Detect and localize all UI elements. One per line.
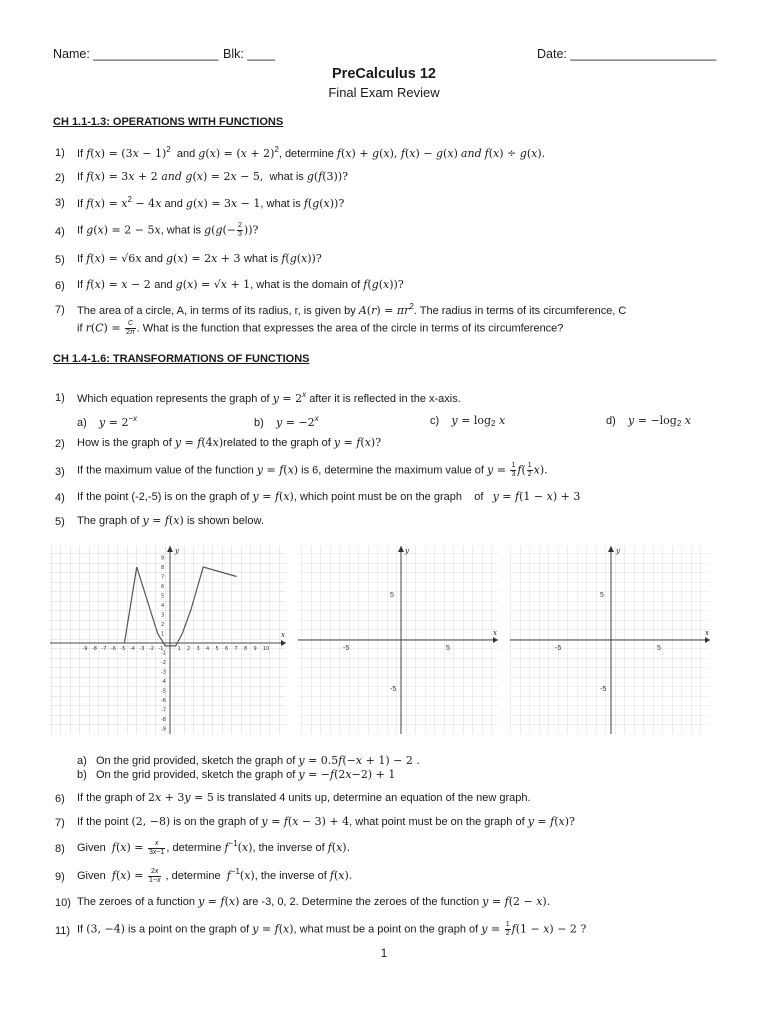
tick-label: 2 <box>161 622 165 628</box>
tick-label: 7 <box>161 574 165 581</box>
question-number: 7) <box>55 817 65 829</box>
question-text: If f(x) = 3x + 2 and g(x) = 2x − 5, what is g(f(3))? <box>77 170 349 183</box>
page-title: PreCalculus 12 <box>332 66 436 82</box>
axis-x-label: x <box>705 629 709 637</box>
tick-label: -3 <box>139 646 145 652</box>
date-field-label: Date: _____________________ <box>537 47 717 61</box>
question-text-line2: if r(C) = $\frac{C}{2\pi}$ . What is the function that expresses the area of the circle in terms of its circumference? <box>77 320 564 336</box>
tick-label: -4 <box>130 646 135 652</box>
tick-label: -5 <box>161 688 166 695</box>
tick-label: 9 <box>253 646 257 652</box>
tick-label: 8 <box>161 565 165 571</box>
question-text: If g(x) = 2 − 5x, what is g(g(− $\frac{2}{3}$ ))? <box>77 222 259 238</box>
tick-label: -2 <box>161 660 166 666</box>
tick-label: 5 <box>446 645 450 652</box>
question-number: 8) <box>55 843 65 855</box>
tick-label: -9 <box>82 646 88 652</box>
tick-label: 1 <box>161 631 165 638</box>
question-number: 2) <box>55 438 65 450</box>
tick-label: 5 <box>600 592 604 599</box>
graphs-figure <box>45 544 725 740</box>
tick-label: -5 <box>555 645 562 652</box>
tick-label: -8 <box>161 717 166 723</box>
tick-label: -2 <box>149 646 154 652</box>
question-text: If the point (2, −8) is on the graph of y = f(x − 3) + 4, what point must be on the graph of y = f(x)? <box>77 815 575 828</box>
tick-label: 3 <box>161 612 165 619</box>
axis-y-label: y <box>405 547 409 555</box>
axis-x-label: x <box>281 631 285 639</box>
tick-label: -5 <box>390 686 397 693</box>
question-text: If the point (-2,-5) is on the graph of y = f(x), which point must be on the graph of y = f(1 − x) + 3 <box>77 490 581 503</box>
tick-label: 4 <box>206 646 210 652</box>
tick-label: 5 <box>161 593 165 600</box>
graph-grid-a <box>298 546 498 734</box>
question-number: 9) <box>55 871 65 883</box>
axis-x-label: x <box>493 629 497 637</box>
tick-label: 5 <box>215 646 219 652</box>
question-number: 6) <box>55 280 65 292</box>
tick-label: 1 <box>177 646 181 652</box>
option-a: a) $y = 2^{-x}$ <box>77 414 138 429</box>
tick-label: -3 <box>161 669 166 676</box>
question-number: 3) <box>55 197 65 209</box>
section-heading-transformations: CH 1.4-1.6: TRANSFORMATIONS OF FUNCTIONS <box>53 353 310 365</box>
question-number: 4) <box>55 492 65 504</box>
question-text: How is the graph of y = f(4x)related to the graph of y = f(x)? <box>77 436 382 449</box>
tick-label: -5 <box>120 646 126 652</box>
graph-original <box>50 546 286 734</box>
question-number: 6) <box>55 793 65 805</box>
question-text: If f(x) = x − 2 and g(x) = √x + 1, what is the domain of f(g(x))? <box>77 278 404 291</box>
option-d: d) $y = -\log_2$ x <box>606 414 691 428</box>
graph-grid-b <box>510 546 710 734</box>
tick-label: -5 <box>343 645 350 652</box>
question-number: 11) <box>55 925 71 937</box>
question-text: If $f(x) = x^2 - 4x$ and g(x) = 3x − 1, what is f(g(x))? <box>77 195 345 210</box>
tick-label: 6 <box>161 584 165 590</box>
axis-y-label: y <box>616 547 620 555</box>
tick-label: -4 <box>161 679 166 685</box>
option-c: c) $y = \log_2 x$ <box>430 414 506 428</box>
question-text: The area of a circle, A, in terms of its radius, r, is given by $A(r) = \pi r^2$. The radius in terms of its circumference, C <box>77 302 627 317</box>
question-text: If f(x) = √6x and g(x) = 2x + 3 what is f(g(x))? <box>77 252 322 265</box>
question-number: 1) <box>55 392 65 404</box>
subquestion-a: a) On the grid provided, sketch the graph of y = 0.5f(−x + 1) − 2 . <box>77 754 420 767</box>
question-text: Which equation represents the graph of $y = 2^x$ after it is reflected in the x-axis. <box>77 390 461 405</box>
question-number: 10) <box>55 897 71 909</box>
tick-label: -7 <box>101 646 107 652</box>
subquestion-b: b) On the grid provided, sketch the graph of y = −f(2x−2) + 1 <box>77 768 396 781</box>
question-text: Given f(x) = $\frac{2x}{1-x}$ , determine $f^{-1}(x)$, the inverse of f(x). <box>77 867 353 884</box>
question-text: If (3, −4) is a point on the graph of y = f(x), what must be a point on the graph of y = $\frac{1}{2}$ f(1 − x) − 2 ? <box>77 921 587 937</box>
page-number: 1 <box>380 946 388 960</box>
tick-label: -6 <box>161 698 166 704</box>
tick-label: -7 <box>161 707 166 714</box>
tick-label: -6 <box>111 646 116 652</box>
question-number: 1) <box>55 147 65 159</box>
tick-label: 2 <box>187 646 191 652</box>
axis-y-label: y <box>175 547 179 555</box>
question-text: The zeroes of a function y = f(x) are -3, 0, 2. Determine the zeroes of the function y = f(2 − x). <box>77 895 551 908</box>
option-b: b) $y = -2^x$ <box>254 414 319 429</box>
question-number: 2) <box>55 172 65 184</box>
tick-label: 5 <box>657 645 661 652</box>
name-field-label: Name: __________________ <box>53 47 219 61</box>
tick-label: -1 <box>158 646 164 652</box>
tick-label: -5 <box>600 686 607 693</box>
question-text: If $f(x) = (3x - 1)^2$ and $g(x) = (x + 2)^2$, determine f(x) + g(x), f(x) − g(x) and f(x) ÷ g(x). <box>77 145 546 160</box>
blk-field-label: Blk: ____ <box>223 47 276 61</box>
question-number: 7) <box>55 304 65 316</box>
question-text: The graph of y = f(x) is shown below. <box>77 514 264 527</box>
question-number: 4) <box>55 226 65 238</box>
tick-label: 9 <box>161 555 165 562</box>
tick-label: 6 <box>225 646 229 652</box>
tick-label: 4 <box>161 603 165 609</box>
question-text: If the graph of 2x + 3y = 5 is translated 4 units up, determine an equation of the new graph. <box>77 791 531 804</box>
tick-label: -1 <box>161 650 166 657</box>
section-heading-operations: CH 1.1-1.3: OPERATIONS WITH FUNCTIONS <box>53 116 284 128</box>
question-text: If the maximum value of the function y = f(x) is 6, determine the maximum value of y = $\frac{1}{3}$ f( $\frac{1}{2}$ x). <box>77 462 548 478</box>
tick-label: 8 <box>244 646 248 652</box>
question-number: 3) <box>55 466 65 478</box>
page-subtitle: Final Exam Review <box>328 85 440 100</box>
tick-label: -8 <box>92 646 97 652</box>
tick-label: 7 <box>234 646 238 652</box>
tick-label: 3 <box>196 646 200 652</box>
question-number: 5) <box>55 516 65 528</box>
question-number: 5) <box>55 254 65 266</box>
tick-label: 10 <box>263 646 270 652</box>
tick-label: 5 <box>390 592 394 599</box>
tick-label: -9 <box>161 726 166 733</box>
question-text: Given f(x) = $\frac{x}{3x-1}$ , determine $f^{-1}(x)$, the inverse of f(x). <box>77 839 351 856</box>
